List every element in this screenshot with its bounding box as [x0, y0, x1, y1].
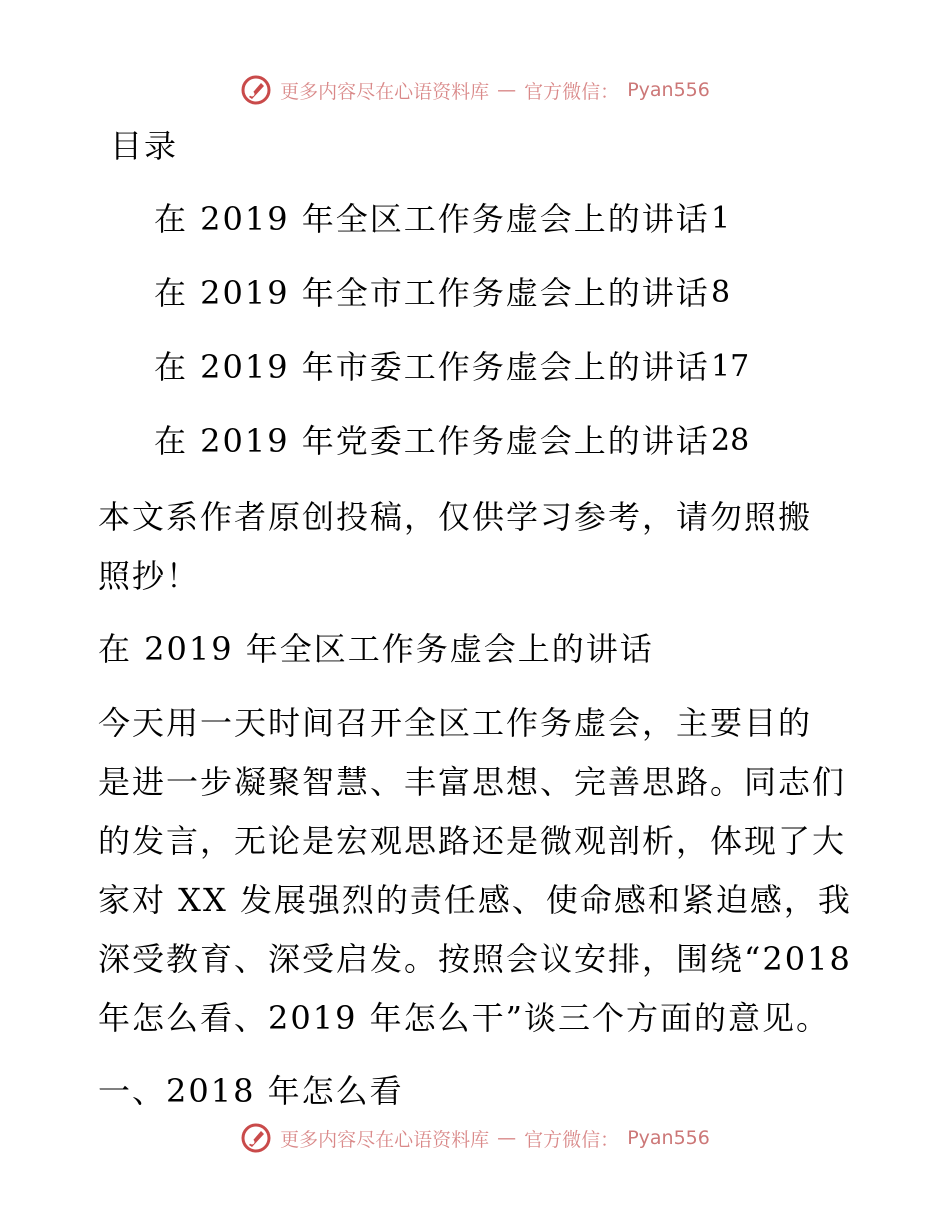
watermark-separator: — [497, 79, 517, 101]
body-line-4: 家对 XX 发展强烈的责任感、使命感和紧迫感，我 [98, 881, 852, 919]
watermark-text: 更多内容尽在心语资料库 [280, 1128, 490, 1151]
body-line-6: 年怎么看、2019 年怎么干”谈三个方面的意见。 [98, 999, 830, 1037]
watermark-label: 官方微信： [524, 1128, 620, 1151]
pen-logo-icon [240, 74, 272, 106]
toc-page-2: 8 [711, 275, 731, 310]
toc-item-2: 在 2019 年全市工作务虚会上的讲话 [154, 274, 710, 312]
toc-item-1: 在 2019 年全区工作务虚会上的讲话 [154, 200, 710, 238]
toc-item-4: 在 2019 年党委工作务虚会上的讲话 [154, 422, 710, 460]
watermark-separator: — [497, 1127, 517, 1149]
pen-logo-icon [240, 1122, 272, 1154]
body-line-2: 是进一步凝聚智慧、丰富思想、完善思路。同志们 [98, 763, 847, 801]
notice-line-2: 照抄！ [98, 557, 201, 595]
heading-one: 一、2018 年怎么看 [98, 1072, 404, 1110]
watermark-handle: Pyan556 [627, 1127, 710, 1149]
notice-line-1: 本文系作者原创投稿，仅供学习参考，请勿照搬 [98, 498, 813, 536]
toc-title: 目录 [110, 127, 179, 165]
toc-item-3: 在 2019 年市委工作务虚会上的讲话 [154, 348, 710, 386]
body-line-1: 今天用一天时间召开全区工作务虚会，主要目的 [98, 704, 813, 742]
footer-watermark [0, 1118, 950, 1158]
toc-page-4: 28 [711, 423, 750, 458]
toc-page-1: 1 [711, 201, 731, 236]
watermark-handle: Pyan556 [627, 79, 710, 101]
watermark-label: 官方微信： [524, 80, 620, 103]
watermark-text: 更多内容尽在心语资料库 [280, 80, 490, 103]
body-line-5: 深受教育、深受启发。按照会议安排，围绕“2018 [98, 940, 852, 978]
toc-page-3: 17 [711, 349, 750, 384]
body-line-3: 的发言，无论是宏观思路还是微观剖析，体现了大 [98, 822, 847, 860]
header-watermark [0, 70, 950, 110]
section-title: 在 2019 年全区工作务虚会上的讲话 [98, 630, 654, 668]
